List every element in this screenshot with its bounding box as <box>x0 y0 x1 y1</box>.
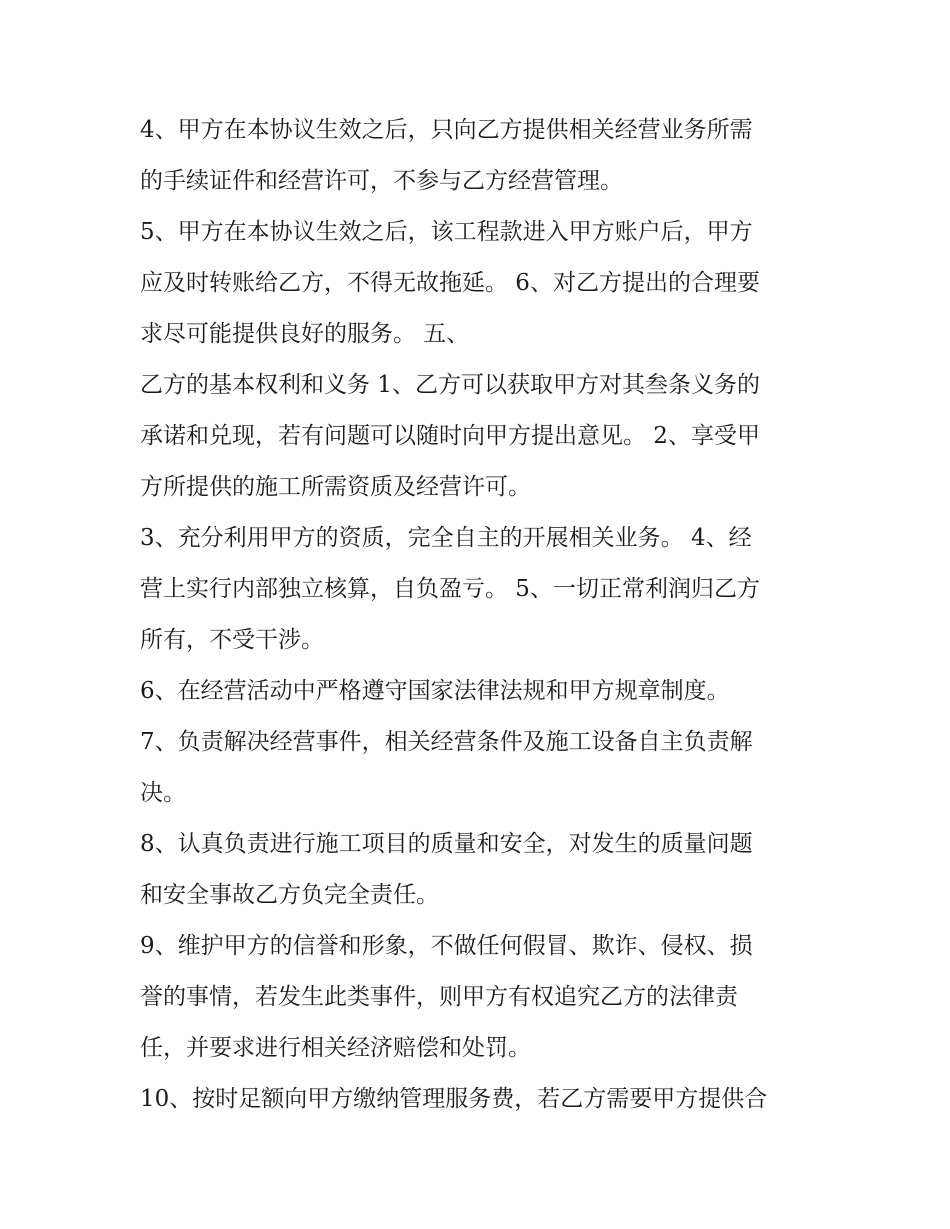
text-line: 应及时转账给乙方，不得无故拖延。 6、对乙方提出的合理要 <box>140 270 760 296</box>
text-line: 方所提供的施工所需资质及经营许可。 <box>140 474 531 500</box>
text-line: 的手续证件和经营许可，不参与乙方经营管理。 <box>140 168 623 194</box>
text-line: 乙方的基本权利和义务 1、乙方可以获取甲方对其叁条义务的 <box>140 372 760 398</box>
text-line: 营上实行内部独立核算，自负盈亏。 5、一切正常利润归乙方 <box>140 576 760 602</box>
text-line: 6、在经营活动中严格遵守国家法律法规和甲方规章制度。 <box>140 678 730 704</box>
text-line: 5、甲方在本协议生效之后，该工程款进入甲方账户后，甲方 <box>140 219 753 245</box>
text-line: 8、认真负责进行施工项目的质量和安全，对发生的质量问题 <box>140 831 753 857</box>
text-line: 4、甲方在本协议生效之后，只向乙方提供相关经营业务所需 <box>140 117 753 143</box>
text-line: 决。 <box>140 780 186 806</box>
text-line: 10、按时足额向甲方缴纳管理服务费，若乙方需要甲方提供合 <box>140 1086 768 1112</box>
text-line: 3、充分利用甲方的资质，完全自主的开展相关业务。 4、经 <box>140 525 752 551</box>
document-body <box>140 105 830 1125</box>
text-line: 9、维护甲方的信誉和形象，不做任何假冒、欺诈、侵权、损 <box>140 933 753 959</box>
text-line: 所有，不受干涉。 <box>140 627 324 653</box>
text-line: 誉的事情，若发生此类事件，则甲方有权追究乙方的法律责 <box>140 984 738 1010</box>
text-line: 承诺和兑现，若有问题可以随时向甲方提出意见。 2、享受甲 <box>140 423 760 449</box>
text-line: 7、负责解决经营事件，相关经营条件及施工设备自主负责解 <box>140 729 753 755</box>
text-line: 和安全事故乙方负完全责任。 <box>140 882 439 908</box>
text-line: 任，并要求进行相关经济赔偿和处罚。 <box>140 1035 531 1061</box>
text-line: 求尽可能提供良好的服务。 五、 <box>140 321 470 347</box>
